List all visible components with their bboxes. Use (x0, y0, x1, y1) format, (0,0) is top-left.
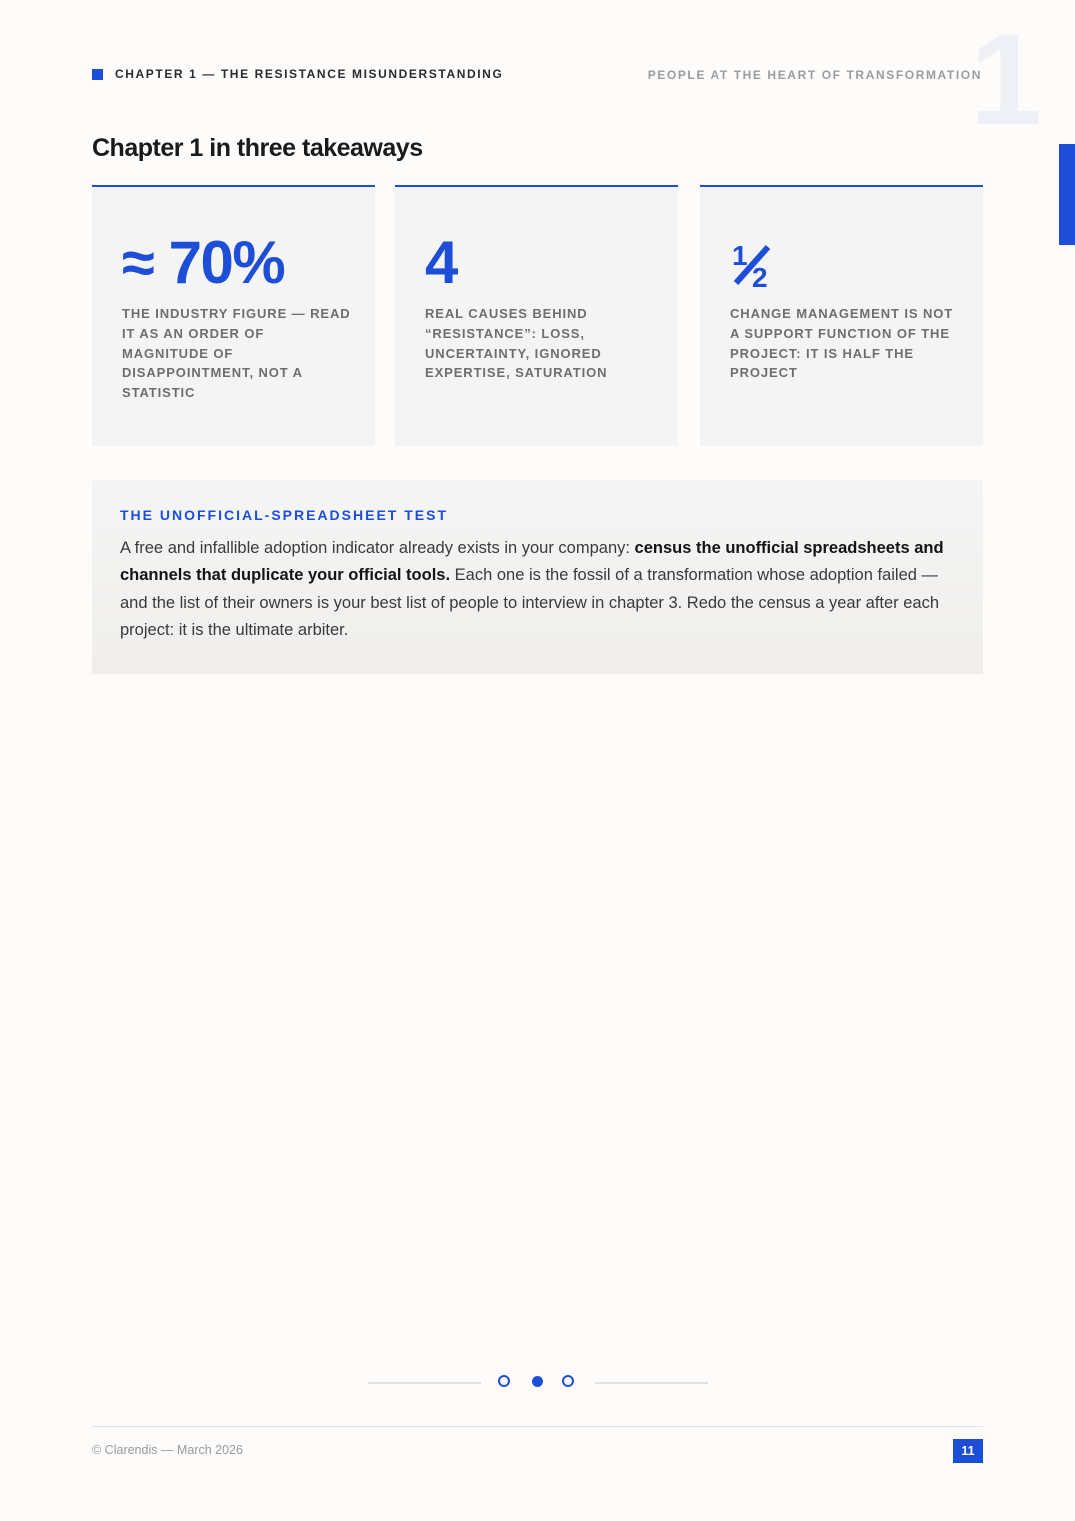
takeaway-value: ≈ 70% (122, 229, 285, 296)
side-accent-bar (1059, 144, 1075, 245)
pager-dot[interactable] (498, 1375, 510, 1387)
callout-bold: census the unofficial spreadsheets and channels that duplicate your official tools. (120, 539, 944, 585)
page-number-badge: 11 (953, 1439, 983, 1463)
svg-text:1: 1 (732, 240, 748, 271)
callout-intro: A free and infallible adoption indicator already exists in your company: (120, 539, 635, 557)
footer-copyright: © Clarendis — March 2026 (92, 1443, 243, 1457)
callout-rest: Each one is the fossil of a transformation whose adoption failed — and the list of their owners is your best list of people to interview in chapter 3. Redo the census a year after each project: it is the ultimate arbiter. (120, 566, 940, 640)
pager-dot-active[interactable] (532, 1376, 543, 1387)
takeaway-value: 4 (425, 229, 457, 296)
chapter-label: CHAPTER 1 — THE RESISTANCE MISUNDERSTANDING (115, 67, 504, 81)
takeaway-text: CHANGE MANAGEMENT IS NOT A SUPPORT FUNCTION OF THE PROJECT: IT IS HALF THE PROJECT (730, 306, 954, 381)
takeaway-card (700, 185, 983, 446)
pager-dot[interactable] (562, 1375, 574, 1387)
callout-box (92, 480, 983, 674)
running-header-chapter (92, 67, 503, 81)
page-indicator (368, 1375, 708, 1391)
callout-body (120, 535, 955, 645)
takeaway-text: THE INDUSTRY FIGURE — READ IT AS AN ORDER OF MAGNITUDE OF DISAPPOINTMENT, NOT A STATISTIC (122, 306, 351, 401)
footer-divider (92, 1426, 983, 1427)
pager-line-left (368, 1382, 481, 1384)
one-half-icon (730, 239, 776, 291)
callout-heading: THE UNOFFICIAL-SPREADSHEET TEST (120, 507, 449, 523)
svg-text:2: 2 (752, 262, 768, 291)
pager-line-right (595, 1382, 708, 1384)
chapter-numeral-watermark: 1 (970, 6, 1043, 152)
header-square-icon (92, 69, 103, 80)
takeaway-card (395, 185, 678, 446)
takeaway-card (92, 185, 375, 446)
book-title: PEOPLE AT THE HEART OF TRANSFORMATION (647, 68, 982, 82)
section-title: Chapter 1 in three takeaways (92, 134, 423, 162)
takeaway-text: REAL CAUSES BEHIND “RESISTANCE”: LOSS, UNCERTAINTY, IGNORED EXPERTISE, SATURATION (425, 306, 608, 381)
